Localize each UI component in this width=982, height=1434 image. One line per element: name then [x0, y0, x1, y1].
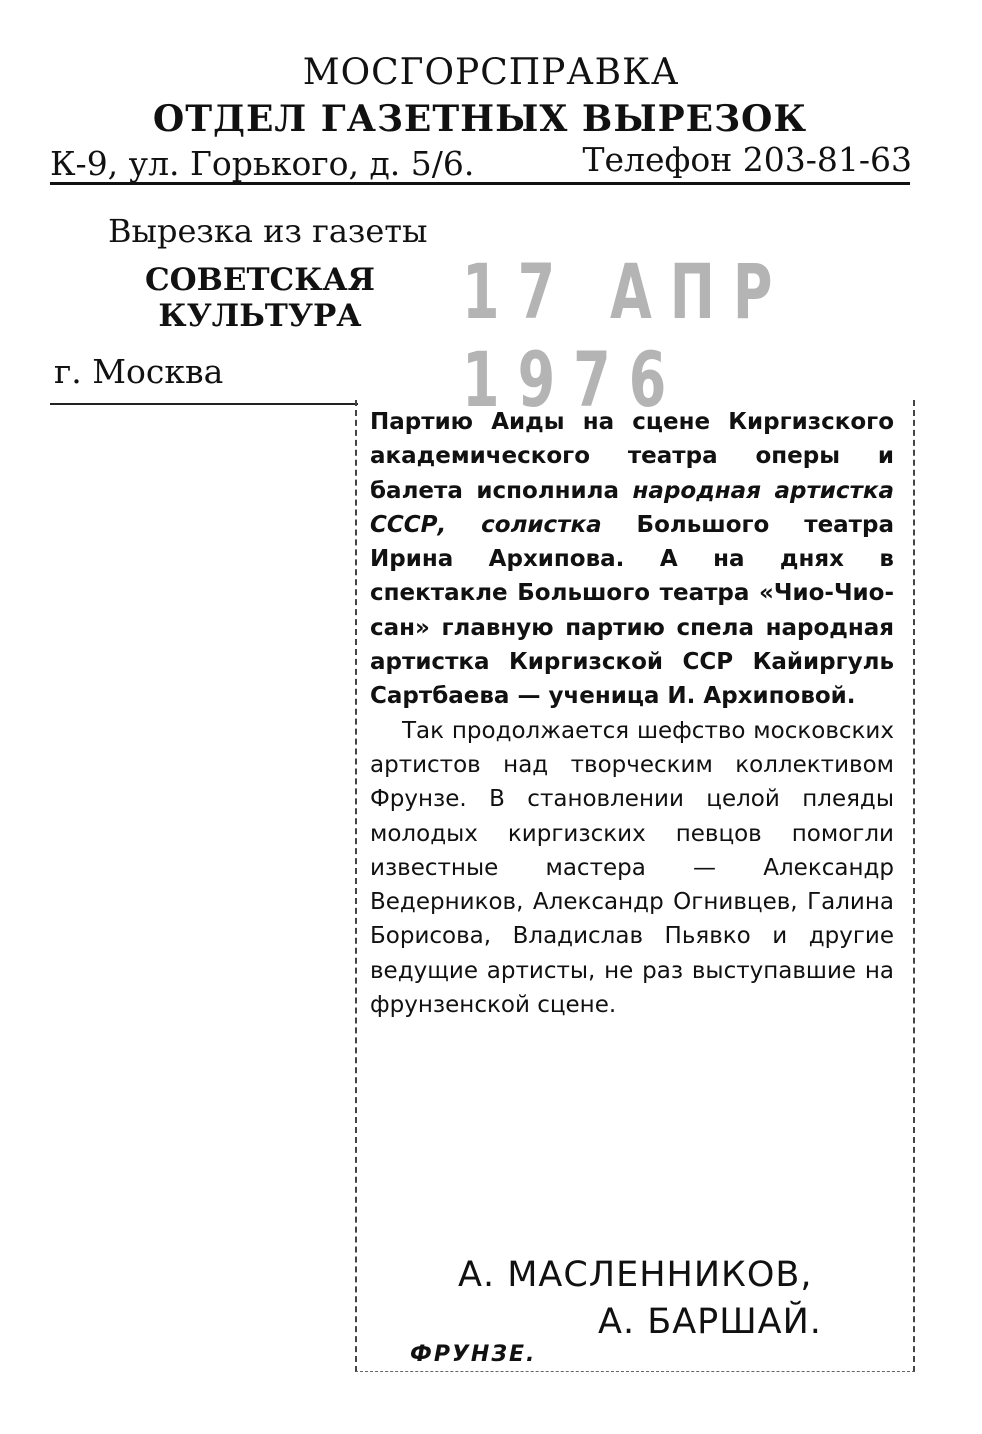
- clipping-label: Вырезка из газеты: [108, 212, 428, 250]
- article-paragraph-1: [370, 405, 894, 714]
- p1-italic: народная артистка СССР, солистка: [370, 477, 894, 538]
- p1-start: Партию Аиды на сцене Киргизского академического театра оперы и балета исполнила: [370, 409, 894, 504]
- date-stamp: 17 АПР 1976: [462, 248, 791, 425]
- newspaper-city: г. Москва: [54, 352, 224, 391]
- newspaper-name: [140, 262, 380, 334]
- newspaper-name-line2: КУЛЬТУРА: [158, 298, 362, 334]
- header-divider: [50, 182, 910, 185]
- author-2: А. БАРШАЙ.: [598, 1302, 822, 1342]
- dateline-place: ФРУНЗЕ.: [410, 1342, 537, 1367]
- author-1: А. МАСЛЕННИКОВ,: [458, 1255, 813, 1295]
- p1-end: Большого театра Ирина Архипова. А на днях в спектакле Большого театра «Чио-Чио-сан» главную партию спела народная артистка Киргизской ССР Кайиргуль Сартбаева — ученица И. Архиповой.: [370, 511, 894, 710]
- department-title: ОТДЕЛ ГАЗЕТНЫХ ВЫРЕЗОК: [152, 98, 808, 140]
- office-address: К-9, ул. Горького, д. 5/6.: [50, 144, 475, 183]
- org-title: МОСГОРСПРАВКА: [302, 52, 680, 93]
- newspaper-name-line1: СОВЕТСКАЯ: [144, 262, 376, 298]
- office-phone: Телефон 203-81-63: [582, 140, 912, 179]
- article-body: [370, 405, 894, 1022]
- article-paragraph-2: Так продолжается шефство московских артистов над творческим коллективом Фрунзе. В становлении целой плеяды молодых киргизских певцов помогли известные мастера — Александр Ведерников, Александр Огнивцев, Галина Борисова, Владислав Пьявко и другие ведущие артисты, не раз выступавшие на фрунзенской сцене.: [370, 717, 894, 1019]
- city-divider: [50, 403, 358, 405]
